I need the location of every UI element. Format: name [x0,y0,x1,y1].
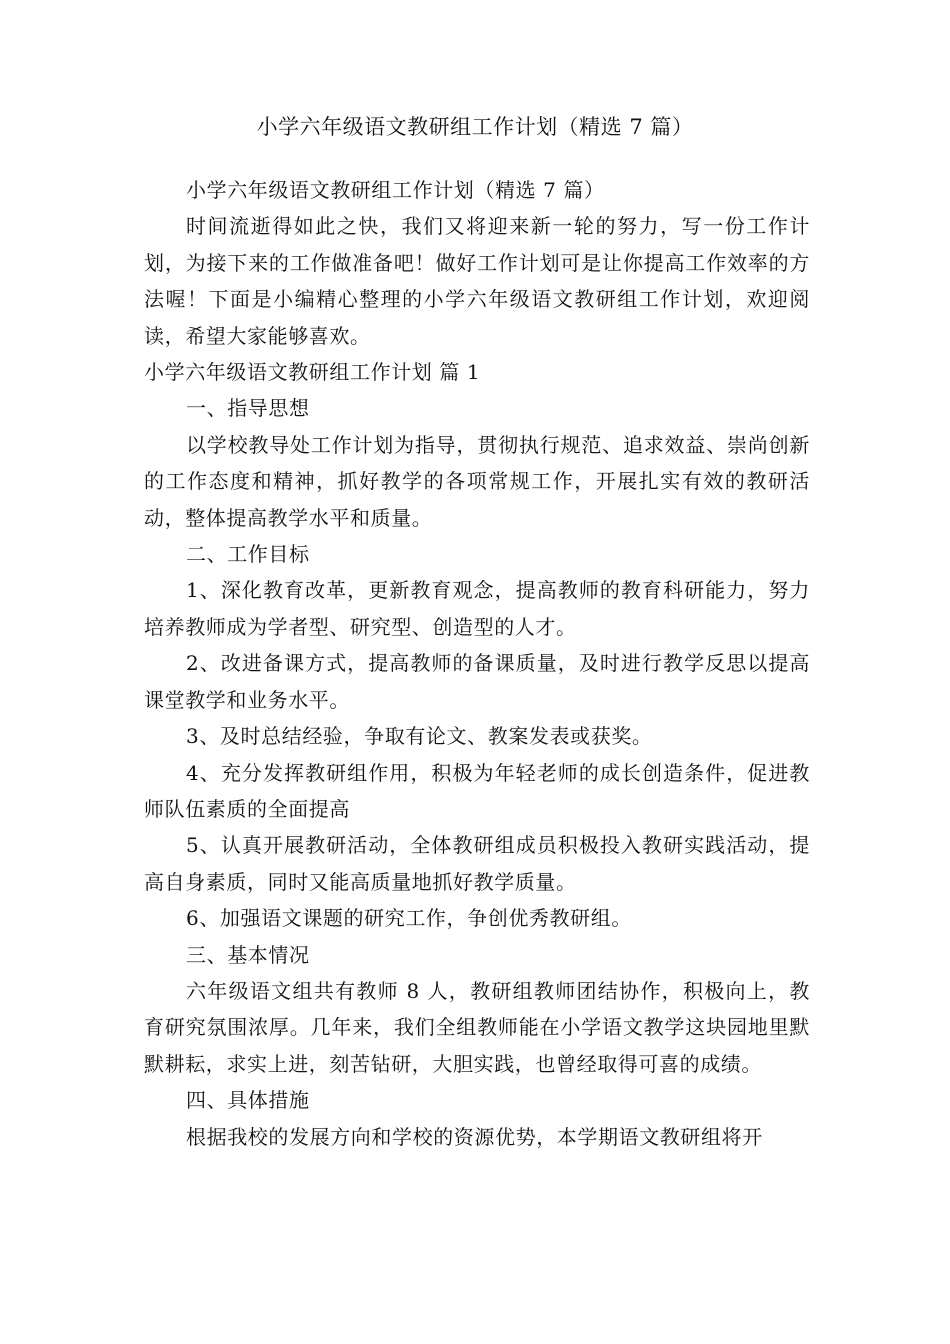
goal-item-1: 1、深化教育改革，更新教育观念，提高教师的教育科研能力，努力培养教师成为学者型、研究型、创造型的人才。 [144,578,810,639]
goal-item-2: 2、改进备课方式，提高教师的备课质量，及时进行教学反思以提高课堂教学和业务水平。 [144,651,810,712]
paragraph-repeat-title: 小学六年级语文教研组工作计划（精选 7 篇） [186,178,605,202]
paragraph-guiding-thought: 以学校教导处工作计划为指导，贯彻执行规范、追求效益、崇尚创新的工作态度和精神，抓好教学的各项常规工作，开展扎实有效的教研活动，整体提高教学水平和质量。 [144,432,810,530]
heading-guiding-thought: 一、指导思想 [186,396,310,421]
paragraph-intro: 时间流逝得如此之快，我们又将迎来新一轮的努力，写一份工作计划，为接下来的工作做准备吧！做好工作计划可是让你提高工作效率的方法喔！下面是小编精心整理的小学六年级语文教研组工作计划，欢迎阅读，希望大家能够喜欢。 [144,214,810,348]
paragraph-basic-situation: 六年级语文组共有教师 8 人，教研组教师团结协作，积极向上，教育研究氛围浓厚。几年来，我们全组教师能在小学语文教学这块园地里默默耕耘，求实上进，刻苦钻研，大胆实践，也曾经取得可喜的成绩。 [144,978,810,1076]
goal-item-6: 6、加强语文课题的研究工作，争创优秀教研组。 [186,906,632,931]
document-body [144,172,810,1155]
heading-basic-situation: 三、基本情况 [186,942,310,967]
document-title: 小学六年级语文教研组工作计划（精选 7 篇） [256,115,694,139]
heading-work-goals: 二、工作目标 [186,542,310,567]
paragraph-specific-measures: 根据我校的发展方向和学校的资源优势，本学期语文教研组将开 [186,1124,763,1149]
goal-item-4: 4、充分发挥教研组作用，积极为年轻老师的成长创造条件，促进教师队伍素质的全面提高 [144,760,810,821]
heading-specific-measures: 四、具体措施 [186,1088,310,1113]
section-heading-part-1: 小学六年级语文教研组工作计划 篇 1 [144,360,481,385]
goal-item-3: 3、及时总结经验，争取有论文、教案发表或获奖。 [186,724,653,749]
goal-item-5: 5、认真开展教研活动，全体教研组成员积极投入教研实践活动，提高自身素质，同时又能高质量地抓好教学质量。 [144,833,810,894]
